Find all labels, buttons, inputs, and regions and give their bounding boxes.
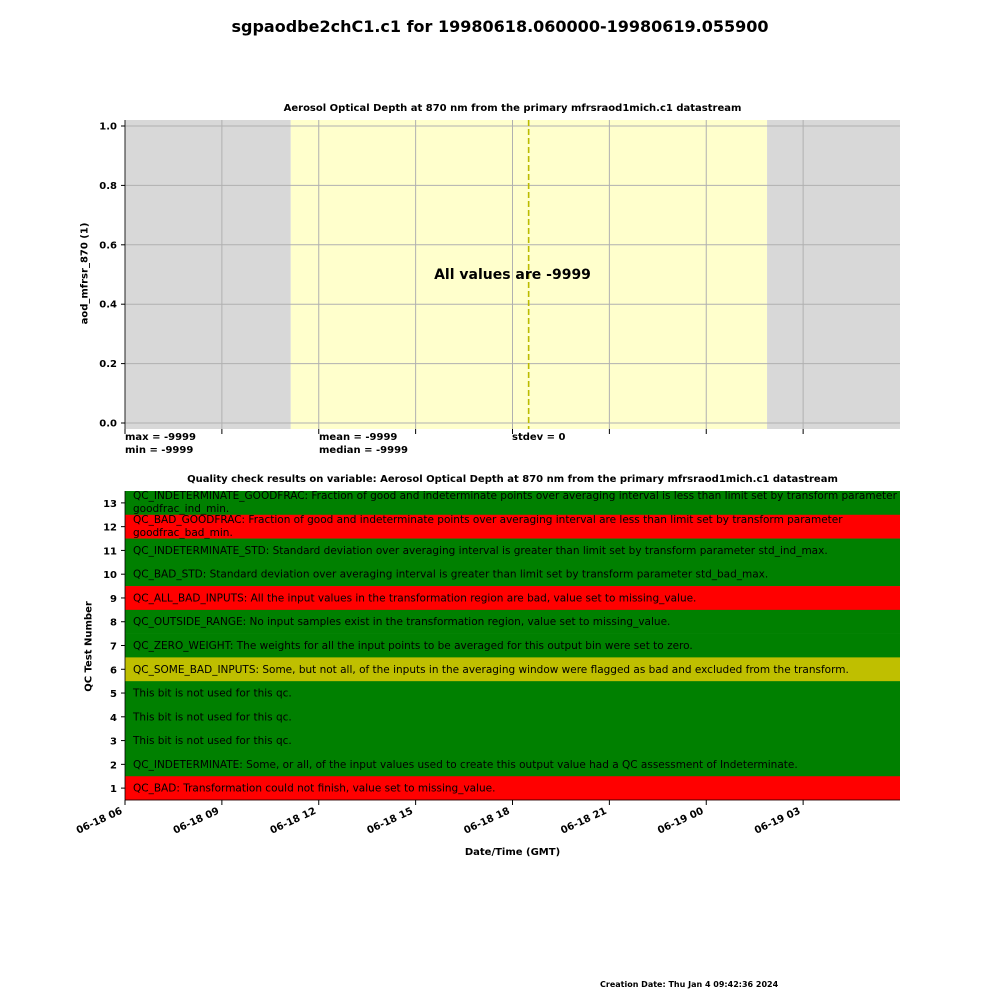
shaded-region-0: [125, 120, 291, 429]
qc-test-number-9: 9: [110, 593, 117, 605]
qc-row-text-1: QC_BAD: Transformation could not finish, value set to missing_value.: [133, 782, 496, 795]
qc-test-number-3: 3: [110, 736, 117, 748]
aod-y-tick-label: 0.6: [99, 240, 117, 252]
qc-row-text-2: QC_INDETERMINATE: Some, or all, of the input values used to create this output value had a QC assessment of Indeterminate.: [133, 758, 798, 771]
qc-row-text-7: QC_ZERO_WEIGHT: The weights for all the input points to be averaged for this output bin were set to zero.: [133, 640, 693, 652]
creation-date: Creation Date: Thu Jan 4 09:42:36 2024: [600, 980, 779, 989]
qc-x-tick-label: 06-19 03: [752, 805, 803, 837]
qc-x-tick-label: 06-18 18: [462, 805, 512, 837]
qc-test-number-5: 5: [110, 689, 117, 701]
aod-y-tick-label: 0.4: [99, 299, 117, 311]
aod-y-tick-label: 0.8: [99, 180, 117, 192]
qc-x-tick-label: 06-18 12: [268, 805, 319, 837]
qc-test-number-11: 11: [103, 546, 117, 558]
qc-test-number-4: 4: [110, 712, 117, 724]
qc-x-tick-label: 06-18 21: [559, 805, 609, 837]
qc-row-text-11: QC_INDETERMINATE_STD: Standard deviation over averaging interval is greater than limit set by transform parameter std_ind_max.: [133, 544, 828, 557]
qc-row-text-9: QC_ALL_BAD_INPUTS: All the input values in the transformation region are bad, value set to missing_value.: [133, 592, 697, 605]
qc-row-text-13: QC_INDETERMINATE_GOODFRAC: Fraction of good and indeterminate points over averaging interval is less than limit set by transform parameter: [133, 490, 897, 502]
page-title: sgpaodbe2chC1.c1 for 19980618.060000-19980619.055900: [231, 17, 769, 36]
qc-row-text-10: QC_BAD_STD: Standard deviation over averaging interval is greater than limit set by transform parameter std_bad_max.: [133, 568, 769, 581]
aod-chart-title: Aerosol Optical Depth at 870 nm from the primary mfrsraod1mich.c1 datastream: [283, 103, 742, 114]
aod-y-tick-label: 1.0: [99, 121, 117, 133]
aod-y-tick-label: 0.2: [99, 359, 117, 371]
qc-test-number-12: 12: [103, 522, 117, 534]
qc-test-number-2: 2: [110, 760, 117, 772]
qc-chart-title: Quality check results on variable: Aerosol Optical Depth at 870 nm from the primary mfrsraod1mich.c1 datastream: [187, 474, 838, 485]
qc-y-axis-label: QC Test Number: [83, 601, 95, 692]
stat-min: min = -9999: [125, 445, 194, 456]
qc-test-number-13: 13: [103, 498, 117, 510]
stat-max: max = -9999: [125, 432, 196, 443]
qc-row-text-3: This bit is not used for this qc.: [133, 735, 292, 748]
qc-test-number-10: 10: [103, 570, 117, 582]
qc-x-tick-label: 06-18 06: [74, 805, 125, 837]
qc-row-text-4: This bit is not used for this qc.: [133, 711, 292, 724]
aod-y-tick-label: 0.0: [99, 418, 117, 430]
aod-y-axis-label: aod_mfrsr_870 (1): [79, 222, 91, 325]
qc-x-tick-label: 06-19 00: [656, 805, 706, 837]
x-axis-label: Date/Time (GMT): [464, 847, 561, 858]
qc-row-text-12: QC_BAD_GOODFRAC: Fraction of good and indeterminate points over averaging interval are less than limit set by transform parameter: [133, 513, 843, 526]
qc-row-text-13: goodfrac_ind_min.: [133, 503, 230, 515]
qc-row-text-5: This bit is not used for this qc.: [133, 687, 292, 700]
qc-x-tick-label: 06-18 09: [171, 805, 222, 837]
qc-test-number-6: 6: [110, 665, 117, 677]
qc-test-number-7: 7: [110, 641, 117, 653]
stat-mean: mean = -9999: [319, 432, 398, 443]
qc-row-text-12: goodfrac_bad_min.: [133, 526, 233, 539]
qc-row-text-8: QC_OUTSIDE_RANGE: No input samples exist in the transformation region, value set to missing_value.: [133, 616, 671, 629]
stat-median: median = -9999: [319, 445, 408, 456]
stat-stdev: stdev = 0: [512, 432, 566, 443]
qc-x-tick-label: 06-18 15: [365, 805, 415, 837]
shaded-region-2: [767, 120, 900, 429]
aod-annotation: All values are -9999: [434, 267, 591, 283]
qc-test-number-1: 1: [110, 784, 117, 796]
qc-test-number-8: 8: [110, 617, 117, 629]
qc-row-text-6: QC_SOME_BAD_INPUTS: Some, but not all, of the inputs in the averaging window were flagged as bad and excluded from the transform.: [133, 663, 849, 676]
